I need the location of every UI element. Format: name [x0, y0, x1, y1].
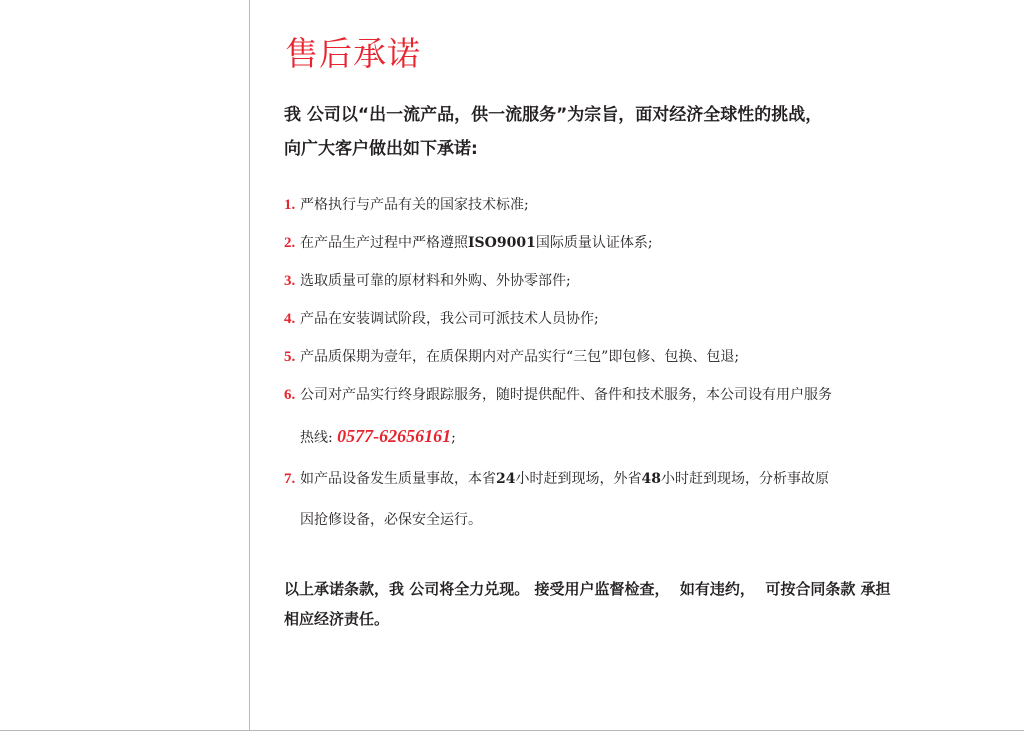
item-number: 5. [284, 349, 296, 365]
item-number: 6. [284, 387, 296, 403]
closing-line-1: 以上承诺条款，我 公司将全力兑现。 接受用户监督检查， 如有违约， 可按合同条款 承担 [284, 580, 891, 598]
item-continuation: 因抢修设备，必保安全运行。 [300, 512, 482, 528]
item-number: 1. [284, 197, 296, 213]
item-text: ; [451, 430, 456, 446]
item-text: 小时赶到现场，外省 [515, 471, 642, 487]
iso-standard: ISO9001 [468, 235, 536, 251]
item-text: 严格执行与产品有关的国家技术标准; [300, 197, 529, 213]
item-text: 小时赶到现场，分析事故原 [660, 471, 829, 487]
item-text: 产品质保期为壹年，在质保期内对产品实行“三包”即包修、包换、包退; [300, 349, 740, 365]
list-item [284, 186, 954, 224]
list-item [284, 224, 954, 262]
intro-paragraph [284, 98, 964, 166]
page-title: 售后承诺 [285, 34, 421, 73]
vertical-divider [249, 0, 250, 731]
list-item [284, 376, 954, 460]
item-text: 国际质量认证体系; [535, 235, 653, 251]
list-item [284, 262, 954, 300]
hours-local: 24 [496, 471, 516, 487]
item-number: 7. [284, 471, 296, 487]
hours-remote: 48 [641, 471, 661, 487]
list-item [284, 338, 954, 376]
item-number: 3. [284, 273, 296, 289]
item-number: 4. [284, 311, 296, 327]
item-text: 选取质量可靠的原材料和外购、外协零部件; [300, 273, 571, 289]
hotline-label: 热线: [300, 430, 338, 446]
item-number: 2. [284, 235, 296, 251]
item-text: 产品在安装调试阶段，我公司可派技术人员协作; [300, 311, 599, 327]
item-continuation [300, 414, 954, 460]
closing-line-2: 相应经济责任。 [284, 610, 390, 628]
commitment-list [284, 186, 954, 542]
intro-line-1: 我 公司以“出一流产品，供一流服务”为宗旨，面对经济全球性的挑战， [284, 105, 823, 125]
item-text: 如产品设备发生质量事故，本省 [300, 471, 496, 487]
item-text: 公司对产品实行终身跟踪服务，随时提供配件、备件和技术服务，本公司设有用户服务 [300, 387, 832, 403]
hotline-number: 0577-62656161 [337, 426, 452, 446]
item-text: 在产品生产过程中严格遵照 [300, 235, 468, 251]
intro-line-2: 向广大客户做出如下承诺: [284, 139, 478, 159]
list-item [284, 300, 954, 338]
closing-paragraph [284, 574, 964, 634]
list-item [284, 460, 954, 542]
